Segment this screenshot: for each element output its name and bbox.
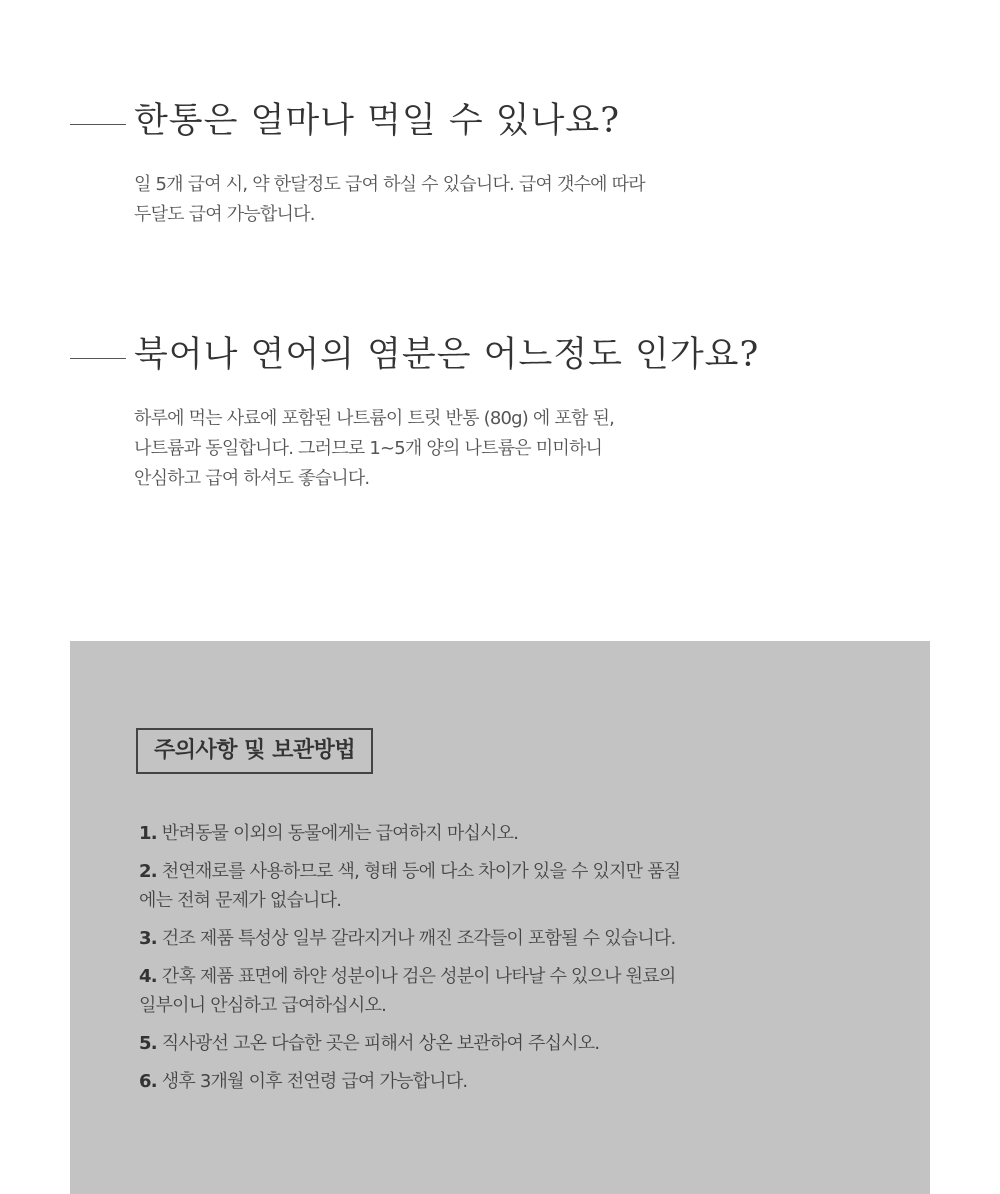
notice-item-text: 건조 제품 특성상 일부 갈라지거나 깨진 조각들이 포함될 수 있습니다.: [161, 928, 676, 949]
notice-item-line: [139, 819, 839, 848]
faq-answer-line: 안심하고 급여 하셔도 좋습니다.: [134, 468, 370, 489]
notice-item-2: [139, 857, 839, 915]
notice-item-6: [139, 1067, 839, 1096]
notice-item-line: [139, 1029, 839, 1058]
notice-item-5: [139, 1029, 839, 1058]
notice-item-1: [139, 819, 839, 848]
notice-title: 주의사항 및 보관방법: [136, 728, 373, 774]
faq-answer-line: 두달도 급여 가능합니다.: [134, 204, 315, 225]
notice-item-number: 6.: [139, 1071, 157, 1092]
faq-answer-line: 나트륨과 동일합니다. 그러므로 1~5개 양의 나트륨은 미미하니: [134, 438, 603, 459]
faq-answer-line: 하루에 먹는 사료에 포함된 나트륨이 트릿 반통 (80g) 에 포함 된,: [134, 408, 615, 429]
notice-item-number: 5.: [139, 1033, 157, 1054]
notice-item-number: 2.: [139, 861, 157, 882]
faq-question-row: [0, 98, 1000, 152]
faq-section-2: [0, 332, 1000, 494]
notice-item-4: [139, 962, 839, 1020]
notice-list: [139, 819, 839, 1105]
notice-panel: [70, 641, 930, 1194]
notice-item-text: 간혹 제품 표면에 하얀 성분이나 검은 성분이 나타날 수 있으나 원료의: [161, 966, 676, 987]
notice-item-number: 1.: [139, 823, 157, 844]
notice-item-number: 3.: [139, 928, 157, 949]
notice-item-line: [139, 924, 839, 953]
faq-section-1: [0, 98, 1000, 230]
notice-item-text: 에는 전혀 문제가 없습니다.: [139, 890, 342, 911]
notice-item-text: 반려동물 이외의 동물에게는 급여하지 마십시오.: [161, 823, 519, 844]
faq-question: 북어나 연어의 염분은 어느정도 인가요?: [134, 335, 760, 375]
notice-item-text: 직사광선 고온 다습한 곳은 피해서 상온 보관하여 주십시오.: [161, 1033, 600, 1054]
notice-item-3: [139, 924, 839, 953]
faq-question-row: [0, 332, 1000, 386]
notice-item-number: 4.: [139, 966, 157, 987]
faq-answer: [134, 170, 834, 230]
notice-item-line: [139, 962, 839, 991]
notice-item-line: [139, 1067, 839, 1096]
dash-line-icon: [70, 124, 126, 125]
faq-answer: [134, 404, 834, 494]
dash-line-icon: [70, 358, 126, 359]
notice-item-text: 일부이니 안심하고 급여하십시오.: [139, 995, 386, 1016]
notice-item-text: 천연재로를 사용하므로 색, 형태 등에 다소 차이가 있을 수 있지만 품질: [161, 861, 681, 882]
notice-item-line: [139, 857, 839, 886]
faq-question: 한통은 얼마나 먹일 수 있나요?: [134, 101, 620, 141]
faq-answer-line: 일 5개 급여 시, 약 한달정도 급여 하실 수 있습니다. 급여 갯수에 따라: [134, 174, 645, 195]
notice-item-text: 생후 3개월 이후 전연령 급여 가능합니다.: [161, 1071, 468, 1092]
